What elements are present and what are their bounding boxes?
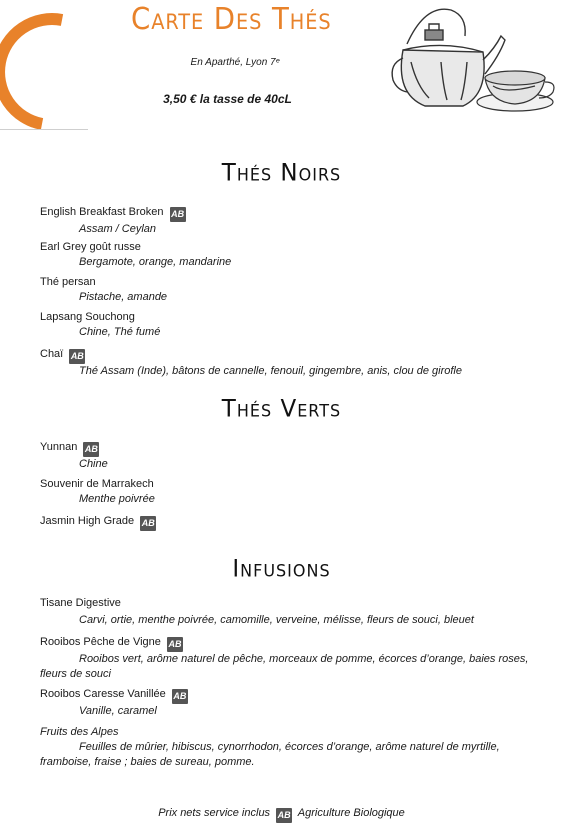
tea-item [40, 514, 540, 531]
tea-item [40, 275, 540, 305]
tea-description: Feuilles de mûrier, hibiscus, cynorrhodon, écorces d’orange, arôme naturel de myrtille, framboise, fraise ; baies de sureau, pomme. [40, 741, 500, 768]
tea-description: Pistache, amande [79, 291, 168, 303]
tea-item [40, 477, 540, 507]
footer-organic-note: Agriculture Biologique [297, 807, 405, 819]
ab-organic-badge-icon: AB [140, 516, 156, 531]
ab-organic-badge-icon: AB [69, 349, 85, 364]
tea-name: Jasmin High Grade [40, 515, 135, 527]
section-title-thes-verts: Thés Verts [221, 395, 342, 423]
tea-name: Rooibos Pêche de Vigne [40, 636, 161, 648]
tea-name: Yunnan [40, 441, 78, 453]
tea-description: Chine, Thé fumé [79, 326, 161, 338]
venue-subtitle: En Aparthé, Lyon 7ᵉ [190, 57, 280, 68]
tea-description: Rooibos vert, arôme naturel de pêche, morceaux de pomme, écorces d’orange, baies roses, fleurs de souci [40, 653, 529, 680]
tea-description: Assam / Ceylan [79, 223, 157, 235]
tea-name: Rooibos Caresse Vanillée [40, 688, 166, 700]
section-title-thes-noirs: Thés Noirs [221, 159, 342, 187]
ab-organic-badge-icon: AB [276, 808, 292, 823]
footer-price-note: Prix nets service inclus [158, 807, 271, 819]
tea-name: Thé persan [40, 276, 96, 288]
tea-name: Lapsang Souchong [40, 311, 135, 323]
tea-description: Carvi, ortie, menthe poivrée, camomille, verveine, mélisse, fleurs de souci, bleuet [79, 614, 474, 626]
tea-description: Vanille, caramel [79, 705, 157, 717]
tea-description: Menthe poivrée [79, 493, 155, 505]
tea-item [40, 596, 540, 628]
tea-name: English Breakfast Broken [40, 206, 164, 218]
tea-name: Chaï [40, 348, 64, 360]
tea-item [40, 205, 540, 237]
tea-item [40, 440, 540, 472]
ab-organic-badge-icon: AB [167, 637, 183, 652]
tea-name: Souvenir de Marrakech [40, 478, 154, 490]
tea-name: Earl Grey goût russe [40, 241, 141, 253]
teapot-illustration-icon [385, 2, 557, 120]
tea-description: Bergamote, orange, mandarine [79, 256, 232, 268]
tea-name: Tisane Digestive [40, 597, 121, 609]
price-line: 3,50 € la tasse de 40cL [163, 92, 292, 106]
footer-note [0, 807, 563, 823]
tea-item [40, 725, 540, 770]
ab-organic-badge-icon: AB [172, 689, 188, 704]
tea-item [40, 347, 540, 379]
ab-organic-badge-icon: AB [170, 207, 186, 222]
tea-item [40, 687, 540, 719]
tea-item [40, 635, 540, 682]
tea-description: Thé Assam (Inde), bâtons de cannelle, fenouil, gingembre, anis, clou de girofle [79, 365, 462, 377]
ab-organic-badge-icon: AB [83, 442, 99, 457]
page-title: Carte Des Thés [131, 2, 332, 37]
tea-name: Fruits des Alpes [40, 726, 119, 738]
tea-description: Chine [79, 458, 108, 470]
tea-item [40, 240, 540, 270]
divider [0, 129, 88, 130]
section-title-infusions: Infusions [232, 555, 331, 583]
tea-item [40, 310, 540, 340]
